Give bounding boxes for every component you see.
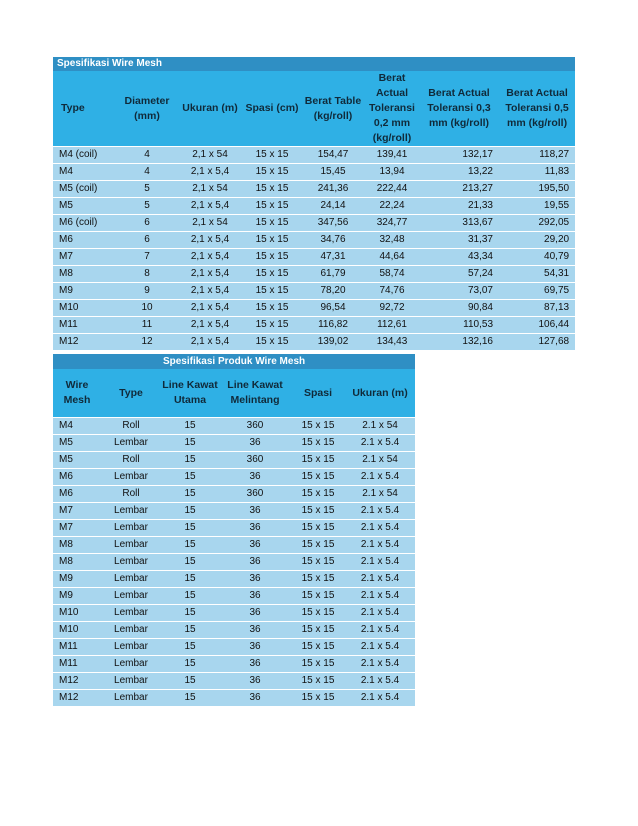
table-cell: M9 xyxy=(53,571,101,588)
table-cell: 15 x 15 xyxy=(243,181,301,198)
table-cell: 139,41 xyxy=(365,147,419,164)
column-header: Wire Mesh xyxy=(53,369,101,418)
column-header: Berat Actual Toleransi 0,3 mm (kg/roll) xyxy=(419,71,499,147)
table-cell: 15 xyxy=(161,554,219,571)
column-header: Type xyxy=(101,369,161,418)
table-cell: M5 xyxy=(53,198,117,215)
table-cell: 2.1 x 5.4 xyxy=(345,588,415,605)
table-cell: 92,72 xyxy=(365,300,419,317)
table-cell: 292,05 xyxy=(499,215,575,232)
table-cell: 2,1 x 5,4 xyxy=(177,266,243,283)
table-cell: 2.1 x 54 xyxy=(345,418,415,435)
table-cell: 139,02 xyxy=(301,334,365,351)
table-cell: 36 xyxy=(219,537,291,554)
table-cell: 2,1 x 5,4 xyxy=(177,198,243,215)
table-cell: M7 xyxy=(53,249,117,266)
table-cell: 15 xyxy=(161,537,219,554)
table-cell: 36 xyxy=(219,622,291,639)
table-cell: 2.1 x 5.4 xyxy=(345,503,415,520)
table-row xyxy=(53,554,415,571)
table-cell: 347,56 xyxy=(301,215,365,232)
table-cell: M4 (coil) xyxy=(53,147,117,164)
table-cell: 15 x 15 xyxy=(243,317,301,334)
table-cell: Lembar xyxy=(101,537,161,554)
table-cell: Lembar xyxy=(101,554,161,571)
table-cell: 5 xyxy=(117,198,177,215)
table-cell: Lembar xyxy=(101,673,161,690)
table-cell: Roll xyxy=(101,452,161,469)
table-cell: 324,77 xyxy=(365,215,419,232)
table-cell: 132,16 xyxy=(419,334,499,351)
table-cell: 110,53 xyxy=(419,317,499,334)
table-cell: 4 xyxy=(117,147,177,164)
table-cell: 5 xyxy=(117,181,177,198)
table-cell: Lembar xyxy=(101,503,161,520)
table-cell: 2.1 x 5.4 xyxy=(345,554,415,571)
table-cell: 15 x 15 xyxy=(243,283,301,300)
table-cell: 15 xyxy=(161,588,219,605)
table-cell: 15 x 15 xyxy=(291,452,345,469)
table-cell: 15 x 15 xyxy=(291,673,345,690)
table-cell: 15 x 15 xyxy=(243,300,301,317)
table-cell: 36 xyxy=(219,520,291,537)
table-cell: 127,68 xyxy=(499,334,575,351)
table-cell: 69,75 xyxy=(499,283,575,300)
table-row xyxy=(53,622,415,639)
table-row xyxy=(53,571,415,588)
table-cell: 15 x 15 xyxy=(243,334,301,351)
table-cell: 96,54 xyxy=(301,300,365,317)
table-cell: 15 xyxy=(161,673,219,690)
table-cell: 78,20 xyxy=(301,283,365,300)
table-cell: 134,43 xyxy=(365,334,419,351)
table-cell: 40,79 xyxy=(499,249,575,266)
table-cell: M4 xyxy=(53,164,117,181)
table-cell: 15 xyxy=(161,435,219,452)
table-cell: M10 xyxy=(53,300,117,317)
table-cell: 15 x 15 xyxy=(291,418,345,435)
table-cell: 2.1 x 54 xyxy=(345,452,415,469)
column-header: Berat Actual Toleransi 0,2 mm (kg/roll) xyxy=(365,71,419,147)
table-cell: 4 xyxy=(117,164,177,181)
table-row xyxy=(53,588,415,605)
table-cell: 15 xyxy=(161,486,219,503)
column-header: Spasi (cm) xyxy=(243,71,301,147)
table-cell: 2.1 x 5.4 xyxy=(345,690,415,707)
table-cell: 36 xyxy=(219,690,291,707)
table-row xyxy=(53,537,415,554)
table-cell: Lembar xyxy=(101,622,161,639)
table-cell: 36 xyxy=(219,435,291,452)
table-cell: 222,44 xyxy=(365,181,419,198)
table-cell: 15 xyxy=(161,571,219,588)
table-cell: 15 x 15 xyxy=(291,690,345,707)
table-cell: 19,55 xyxy=(499,198,575,215)
table-cell: 24,14 xyxy=(301,198,365,215)
table-cell: 2,1 x 54 xyxy=(177,181,243,198)
table-row xyxy=(53,198,575,215)
table-cell: 2.1 x 54 xyxy=(345,486,415,503)
table-cell: 2,1 x 5,4 xyxy=(177,334,243,351)
table-cell: 13,94 xyxy=(365,164,419,181)
table-cell: 15 xyxy=(161,469,219,486)
table-cell: M9 xyxy=(53,588,101,605)
table-row xyxy=(53,435,415,452)
table-cell: 36 xyxy=(219,588,291,605)
table-cell: 54,31 xyxy=(499,266,575,283)
table-cell: M6 xyxy=(53,232,117,249)
table-cell: 2.1 x 5.4 xyxy=(345,469,415,486)
table-cell: 15 x 15 xyxy=(243,198,301,215)
table-cell: 2,1 x 5,4 xyxy=(177,300,243,317)
column-header: Type xyxy=(53,71,117,147)
table-cell: 2.1 x 5.4 xyxy=(345,605,415,622)
table-cell: 15 x 15 xyxy=(291,571,345,588)
table-row xyxy=(53,673,415,690)
table-row xyxy=(53,249,575,266)
table-cell: 15 x 15 xyxy=(291,605,345,622)
table-cell: 132,17 xyxy=(419,147,499,164)
table-cell: 154,47 xyxy=(301,147,365,164)
table-cell: 15 xyxy=(161,622,219,639)
table-row xyxy=(53,469,415,486)
table-cell: 2,1 x 5,4 xyxy=(177,249,243,266)
table-cell: 2.1 x 5.4 xyxy=(345,656,415,673)
table-cell: 11 xyxy=(117,317,177,334)
table-cell: M11 xyxy=(53,656,101,673)
table-cell: Lembar xyxy=(101,520,161,537)
column-header: Spasi xyxy=(291,369,345,418)
table-cell: 2,1 x 54 xyxy=(177,215,243,232)
table-cell: Lembar xyxy=(101,639,161,656)
table-cell: 118,27 xyxy=(499,147,575,164)
table-cell: 15 x 15 xyxy=(291,588,345,605)
table-row xyxy=(53,181,575,198)
table-cell: 360 xyxy=(219,486,291,503)
table-cell: 360 xyxy=(219,452,291,469)
table-row xyxy=(53,300,575,317)
column-header: Berat Table (kg/roll) xyxy=(301,71,365,147)
table-row xyxy=(53,266,575,283)
table-cell: 15 x 15 xyxy=(291,639,345,656)
table-cell: 43,34 xyxy=(419,249,499,266)
table-row xyxy=(53,232,575,249)
table-cell: 36 xyxy=(219,656,291,673)
table-title-row xyxy=(53,354,415,369)
column-header: Ukuran (m) xyxy=(177,71,243,147)
table-cell: M11 xyxy=(53,639,101,656)
table-cell: 87,13 xyxy=(499,300,575,317)
table-cell: 57,24 xyxy=(419,266,499,283)
table-cell: 44,64 xyxy=(365,249,419,266)
table-cell: M8 xyxy=(53,554,101,571)
table-cell: M8 xyxy=(53,266,117,283)
table-cell: Lembar xyxy=(101,571,161,588)
table-cell: 2,1 x 54 xyxy=(177,147,243,164)
table-cell: 58,74 xyxy=(365,266,419,283)
table-cell: M6 xyxy=(53,469,101,486)
table-cell: 73,07 xyxy=(419,283,499,300)
table-row xyxy=(53,147,575,164)
table-cell: 8 xyxy=(117,266,177,283)
table-cell: 15 x 15 xyxy=(243,147,301,164)
table-row xyxy=(53,503,415,520)
table-cell: 2.1 x 5.4 xyxy=(345,639,415,656)
table-cell: 32,48 xyxy=(365,232,419,249)
table-row xyxy=(53,283,575,300)
table-cell: 15 x 15 xyxy=(243,232,301,249)
table-cell: M11 xyxy=(53,317,117,334)
table-cell: 29,20 xyxy=(499,232,575,249)
table-cell: 15 x 15 xyxy=(291,435,345,452)
wire-mesh-spec-table xyxy=(53,57,575,350)
table-cell: M6 xyxy=(53,486,101,503)
table-cell: Roll xyxy=(101,418,161,435)
table-cell: M8 xyxy=(53,537,101,554)
table-cell: 15 x 15 xyxy=(291,469,345,486)
table-cell: M10 xyxy=(53,622,101,639)
table-cell: 15,45 xyxy=(301,164,365,181)
table-cell: 36 xyxy=(219,554,291,571)
table-row xyxy=(53,418,415,435)
table-cell: 2,1 x 5,4 xyxy=(177,317,243,334)
table-title: Spesifikasi Wire Mesh xyxy=(53,57,575,71)
table-cell: 15 x 15 xyxy=(291,656,345,673)
wire-mesh-product-table xyxy=(53,354,415,706)
table-cell: 15 xyxy=(161,503,219,520)
table-cell: 2.1 x 5.4 xyxy=(345,520,415,537)
table-cell: 36 xyxy=(219,639,291,656)
table-row xyxy=(53,164,575,181)
table-cell: M12 xyxy=(53,334,117,351)
table-row xyxy=(53,605,415,622)
table-cell: Lembar xyxy=(101,605,161,622)
table-cell: 213,27 xyxy=(419,181,499,198)
table-cell: 2.1 x 5.4 xyxy=(345,571,415,588)
column-header: Line Kawat Utama xyxy=(161,369,219,418)
table-cell: 22,24 xyxy=(365,198,419,215)
table-cell: 15 xyxy=(161,690,219,707)
table-row xyxy=(53,520,415,537)
table-cell: 36 xyxy=(219,673,291,690)
table-cell: M12 xyxy=(53,690,101,707)
table-header-row xyxy=(53,369,415,418)
table-cell: 90,84 xyxy=(419,300,499,317)
table-row xyxy=(53,215,575,232)
table-cell: M7 xyxy=(53,520,101,537)
table-cell: 2.1 x 5.4 xyxy=(345,435,415,452)
table-cell: 15 x 15 xyxy=(243,215,301,232)
column-header: Diameter (mm) xyxy=(117,71,177,147)
table-cell: 12 xyxy=(117,334,177,351)
column-header: Berat Actual Toleransi 0,5 mm (kg/roll) xyxy=(499,71,575,147)
table-cell: 2.1 x 5.4 xyxy=(345,537,415,554)
table-cell: 15 x 15 xyxy=(291,554,345,571)
table-cell: 15 xyxy=(161,452,219,469)
table-cell: 36 xyxy=(219,469,291,486)
table-cell: 15 x 15 xyxy=(291,520,345,537)
table-cell: 2,1 x 5,4 xyxy=(177,164,243,181)
table-cell: 2.1 x 5.4 xyxy=(345,622,415,639)
table-cell: 61,79 xyxy=(301,266,365,283)
table-cell: 15 x 15 xyxy=(291,622,345,639)
table-cell: 15 x 15 xyxy=(243,249,301,266)
table-cell: 2,1 x 5,4 xyxy=(177,232,243,249)
table-cell: 2,1 x 5,4 xyxy=(177,283,243,300)
table-cell: 2.1 x 5.4 xyxy=(345,673,415,690)
table-cell: 15 xyxy=(161,418,219,435)
table-cell: 47,31 xyxy=(301,249,365,266)
table-cell: 10 xyxy=(117,300,177,317)
table-cell: 11,83 xyxy=(499,164,575,181)
table-cell: 241,36 xyxy=(301,181,365,198)
table-cell: 112,61 xyxy=(365,317,419,334)
table-cell: 15 x 15 xyxy=(243,266,301,283)
table-row xyxy=(53,656,415,673)
table-row xyxy=(53,334,575,351)
table-cell: 15 xyxy=(161,520,219,537)
table-cell: 360 xyxy=(219,418,291,435)
table-cell: 116,82 xyxy=(301,317,365,334)
table-cell: 15 x 15 xyxy=(243,164,301,181)
table-cell: 15 xyxy=(161,656,219,673)
table-cell: M5 (coil) xyxy=(53,181,117,198)
table-cell: 13,22 xyxy=(419,164,499,181)
table-cell: Lembar xyxy=(101,435,161,452)
table-title: Spesifikasi Produk Wire Mesh xyxy=(53,354,415,369)
table-cell: 15 x 15 xyxy=(291,537,345,554)
table-cell: M5 xyxy=(53,452,101,469)
table-cell: 74,76 xyxy=(365,283,419,300)
table-cell: Lembar xyxy=(101,656,161,673)
column-header: Ukuran (m) xyxy=(345,369,415,418)
table-row xyxy=(53,452,415,469)
table-row xyxy=(53,486,415,503)
table-cell: 36 xyxy=(219,605,291,622)
table-cell: M4 xyxy=(53,418,101,435)
table-cell: 15 xyxy=(161,639,219,656)
table-title-row xyxy=(53,57,575,71)
table-cell: M5 xyxy=(53,435,101,452)
table-cell: 195,50 xyxy=(499,181,575,198)
table-cell: 313,67 xyxy=(419,215,499,232)
table-row xyxy=(53,317,575,334)
table-header-row xyxy=(53,71,575,147)
table-cell: 15 x 15 xyxy=(291,503,345,520)
table-cell: 36 xyxy=(219,571,291,588)
table-cell: 36 xyxy=(219,503,291,520)
table-cell: M10 xyxy=(53,605,101,622)
column-header: Line Kawat Melintang xyxy=(219,369,291,418)
table-cell: 9 xyxy=(117,283,177,300)
table-row xyxy=(53,690,415,707)
table-cell: 6 xyxy=(117,215,177,232)
table-cell: 6 xyxy=(117,232,177,249)
table-cell: 21,33 xyxy=(419,198,499,215)
table-cell: Lembar xyxy=(101,469,161,486)
table-cell: M9 xyxy=(53,283,117,300)
table-cell: 15 xyxy=(161,605,219,622)
table-cell: M7 xyxy=(53,503,101,520)
table-cell: Roll xyxy=(101,486,161,503)
table-cell: Lembar xyxy=(101,690,161,707)
table-cell: 106,44 xyxy=(499,317,575,334)
table-cell: 7 xyxy=(117,249,177,266)
table-cell: 15 x 15 xyxy=(291,486,345,503)
table-cell: 34,76 xyxy=(301,232,365,249)
table-cell: 31,37 xyxy=(419,232,499,249)
table-cell: Lembar xyxy=(101,588,161,605)
table-cell: M12 xyxy=(53,673,101,690)
table-cell: M6 (coil) xyxy=(53,215,117,232)
table-row xyxy=(53,639,415,656)
